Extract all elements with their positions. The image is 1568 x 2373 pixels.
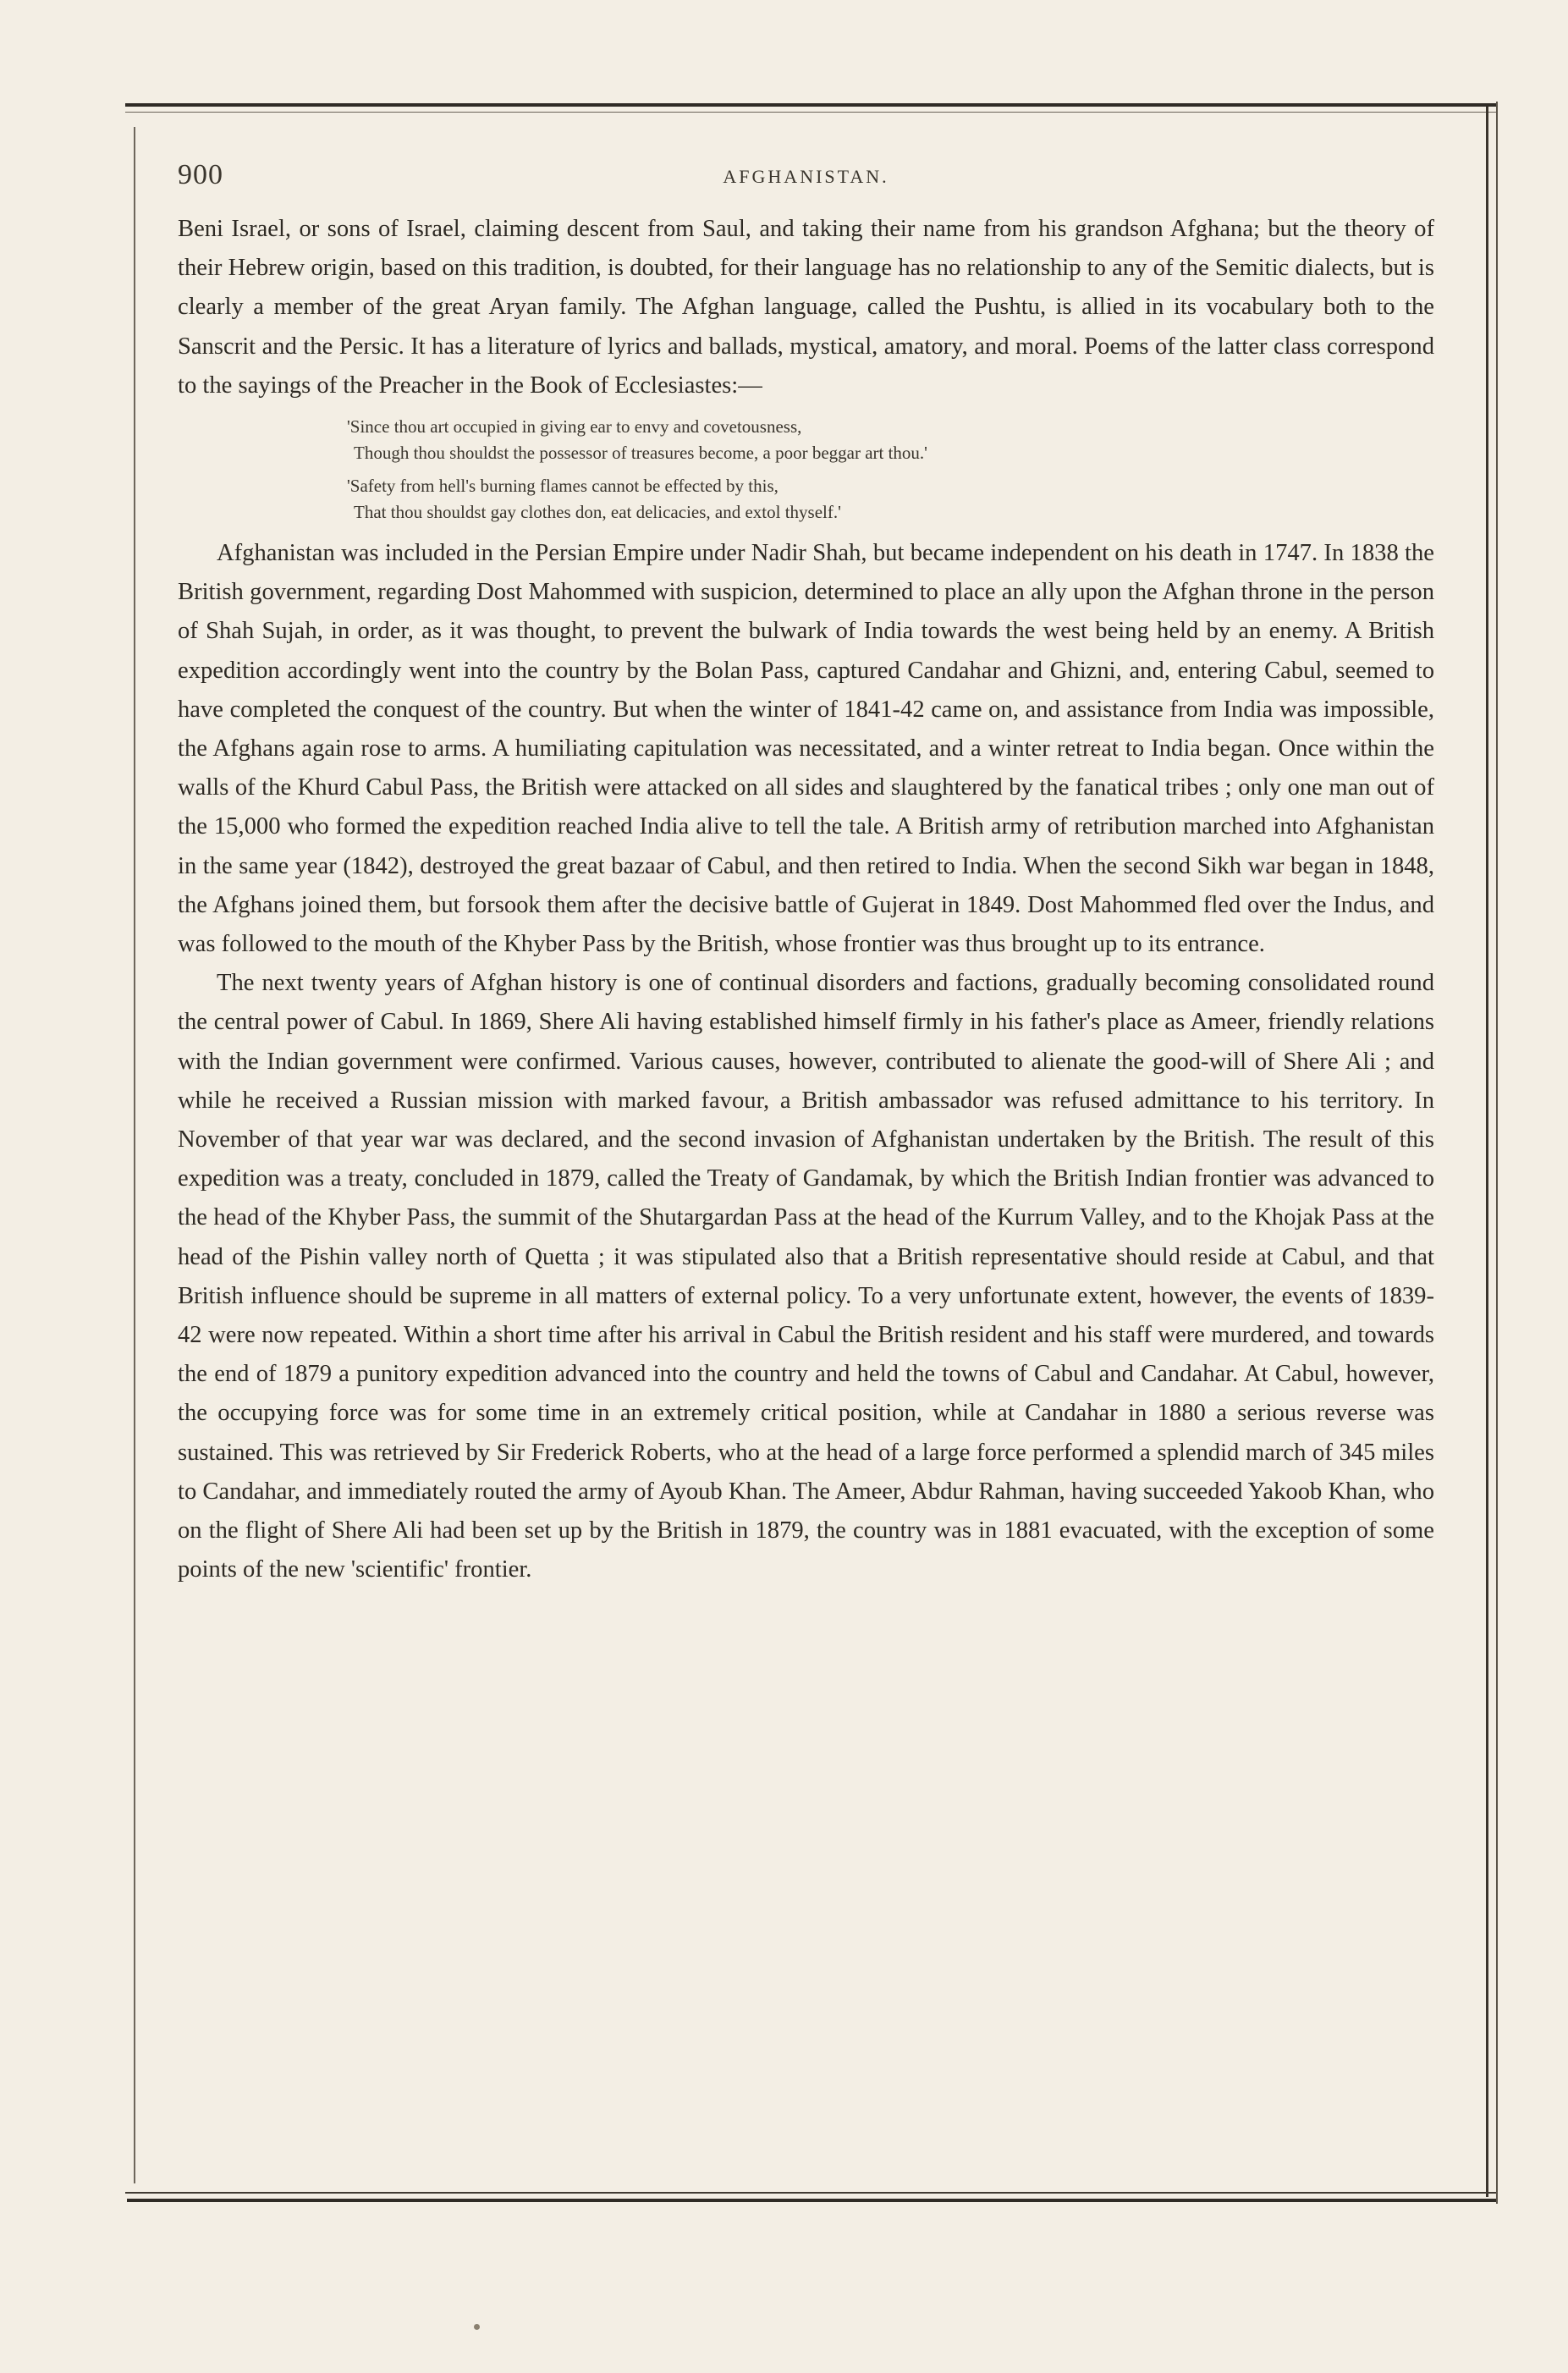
poem-line: 'Safety from hell's burning flames cannot be effected by this, xyxy=(347,476,778,497)
frame-rule-bottom-inner xyxy=(125,2192,1496,2194)
frame-rule-bottom-outer xyxy=(127,2199,1496,2202)
paragraph-3: The next twenty years of Afghan history is one of continual disorders and factions, gradually becoming consolidated round the central power of Cabul. In 1869, Shere Ali having established himself firmly in his father's place as Ameer, friendly relations with the Indian government were confirmed. Various causes, however, contributed to alienate the good-will of Shere Ali ; and while he received a Russian mission with marked favour, a British ambassador was refused admittance to his territory. In November of that year war was declared, and the second invasion of Afghanistan undertaken by the British. The result of this expedition was a treaty, concluded in 1879, called the Treaty of Gandamak, by which the British Indian frontier was advanced to the head of the Khyber Pass, the summit of the Shutargardan Pass at the head of the Kurrum Valley, and to the Khojak Pass at the head of the Pishin valley north of Quetta ; it was stipulated also that a British representative should reside at Cabul, and that British influence should be supreme in all matters of external policy. To a very unfortunate extent, however, the events of 1839-42 were now repeated. Within a short time after his arrival in Cabul the British resident and his staff were murdered, and towards the end of 1879 a punitory expedition advanced into the country and held the towns of Cabul and Candahar. At Cabul, however, the occupying force was for some time in an extremely critical position, while at Candahar in 1880 a serious reverse was sustained. This was retrieved by Sir Frederick Roberts, who at the head of a large force performed a splendid march of 345 miles to Candahar, and immediately routed the army of Ayoub Khan. The Ameer, Abdur Rahman, having succeeded Yakoob Khan, who on the flight of Shere Ali had been set up by the British in 1879, the country was in 1881 evacuated, with the exception of some points of the new 'scientific' frontier. xyxy=(178,970,1434,1583)
frame-rule-right-inner xyxy=(1486,107,1488,2197)
frame-rule-left xyxy=(134,127,135,2183)
poem-line: Though thou shouldst the possessor of treasures become, a poor beggar art thou.' xyxy=(354,443,927,464)
poem-line: 'Since thou art occupied in giving ear to envy and covetousness, xyxy=(347,416,802,438)
frame-rule-top-inner xyxy=(125,112,1496,113)
page-number: 900 xyxy=(178,159,223,190)
page-content xyxy=(178,159,1434,1590)
frame-rule-top xyxy=(125,103,1496,107)
poem-stanza-2 xyxy=(347,473,1434,526)
frame-rule-right-outer xyxy=(1496,102,1498,2204)
running-head xyxy=(178,159,1434,200)
poem-stanza-1 xyxy=(347,414,1434,466)
poem-quotation xyxy=(178,414,1434,526)
paragraph-2: Afghanistan was included in the Persian Empire under Nadir Shah, but became independent on his death in 1747. In 1838 the British government, regarding Dost Mahommed with suspicion, determined to place an ally upon the Afghan throne in the person of Shah Sujah, in order, as it was thought, to prevent the bulwark of India towards the west being held by an enemy. A British expedition accordingly went into the country by the Bolan Pass, captured Candahar and Ghizni, and, entering Cabul, seemed to have completed the conquest of the country. But when the winter of 1841-42 came on, and assistance from India was impossible, the Afghans again rose to arms. A humiliating capitulation was necessitated, and a winter retreat to India began. Once within the walls of the Khurd Cabul Pass, the British were attacked on all sides and slaughtered by the fanatical tribes ; only one man out of the 15,000 who formed the expedition reached India alive to tell the tale. A British army of retribution marched into Afghanistan in the same year (1842), destroyed the great bazaar of Cabul, and then retired to India. When the second Sikh war began in 1848, the Afghans joined them, but forsook them after the decisive battle of Gujerat in 1849. Dost Mahommed fled over the Indus, and was followed to the mouth of the Khyber Pass by the British, whose frontier was thus brought up to its entrance. xyxy=(178,540,1434,958)
running-title: AFGHANISTAN. xyxy=(723,166,889,187)
ink-speck xyxy=(474,2324,480,2330)
poem-line: That thou shouldst gay clothes don, eat delicacies, and extol thyself.' xyxy=(354,502,841,523)
paragraph-1: Beni Israel, or sons of Israel, claiming descent from Saul, and taking their name from his grandson Afghana; but the theory of their Hebrew origin, based on this tradition, is doubted, for their language has no relationship to any of the Semitic dialects, but is clearly a member of the great Aryan family. The Afghan language, called the Pushtu, is allied in its vocabulary both to the Sanscrit and the Persic. It has a literature of lyrics and ballads, mystical, amatory, and moral. Poems of the latter class correspond to the sayings of the Preacher in the Book of Ecclesiastes:— xyxy=(178,216,1434,399)
